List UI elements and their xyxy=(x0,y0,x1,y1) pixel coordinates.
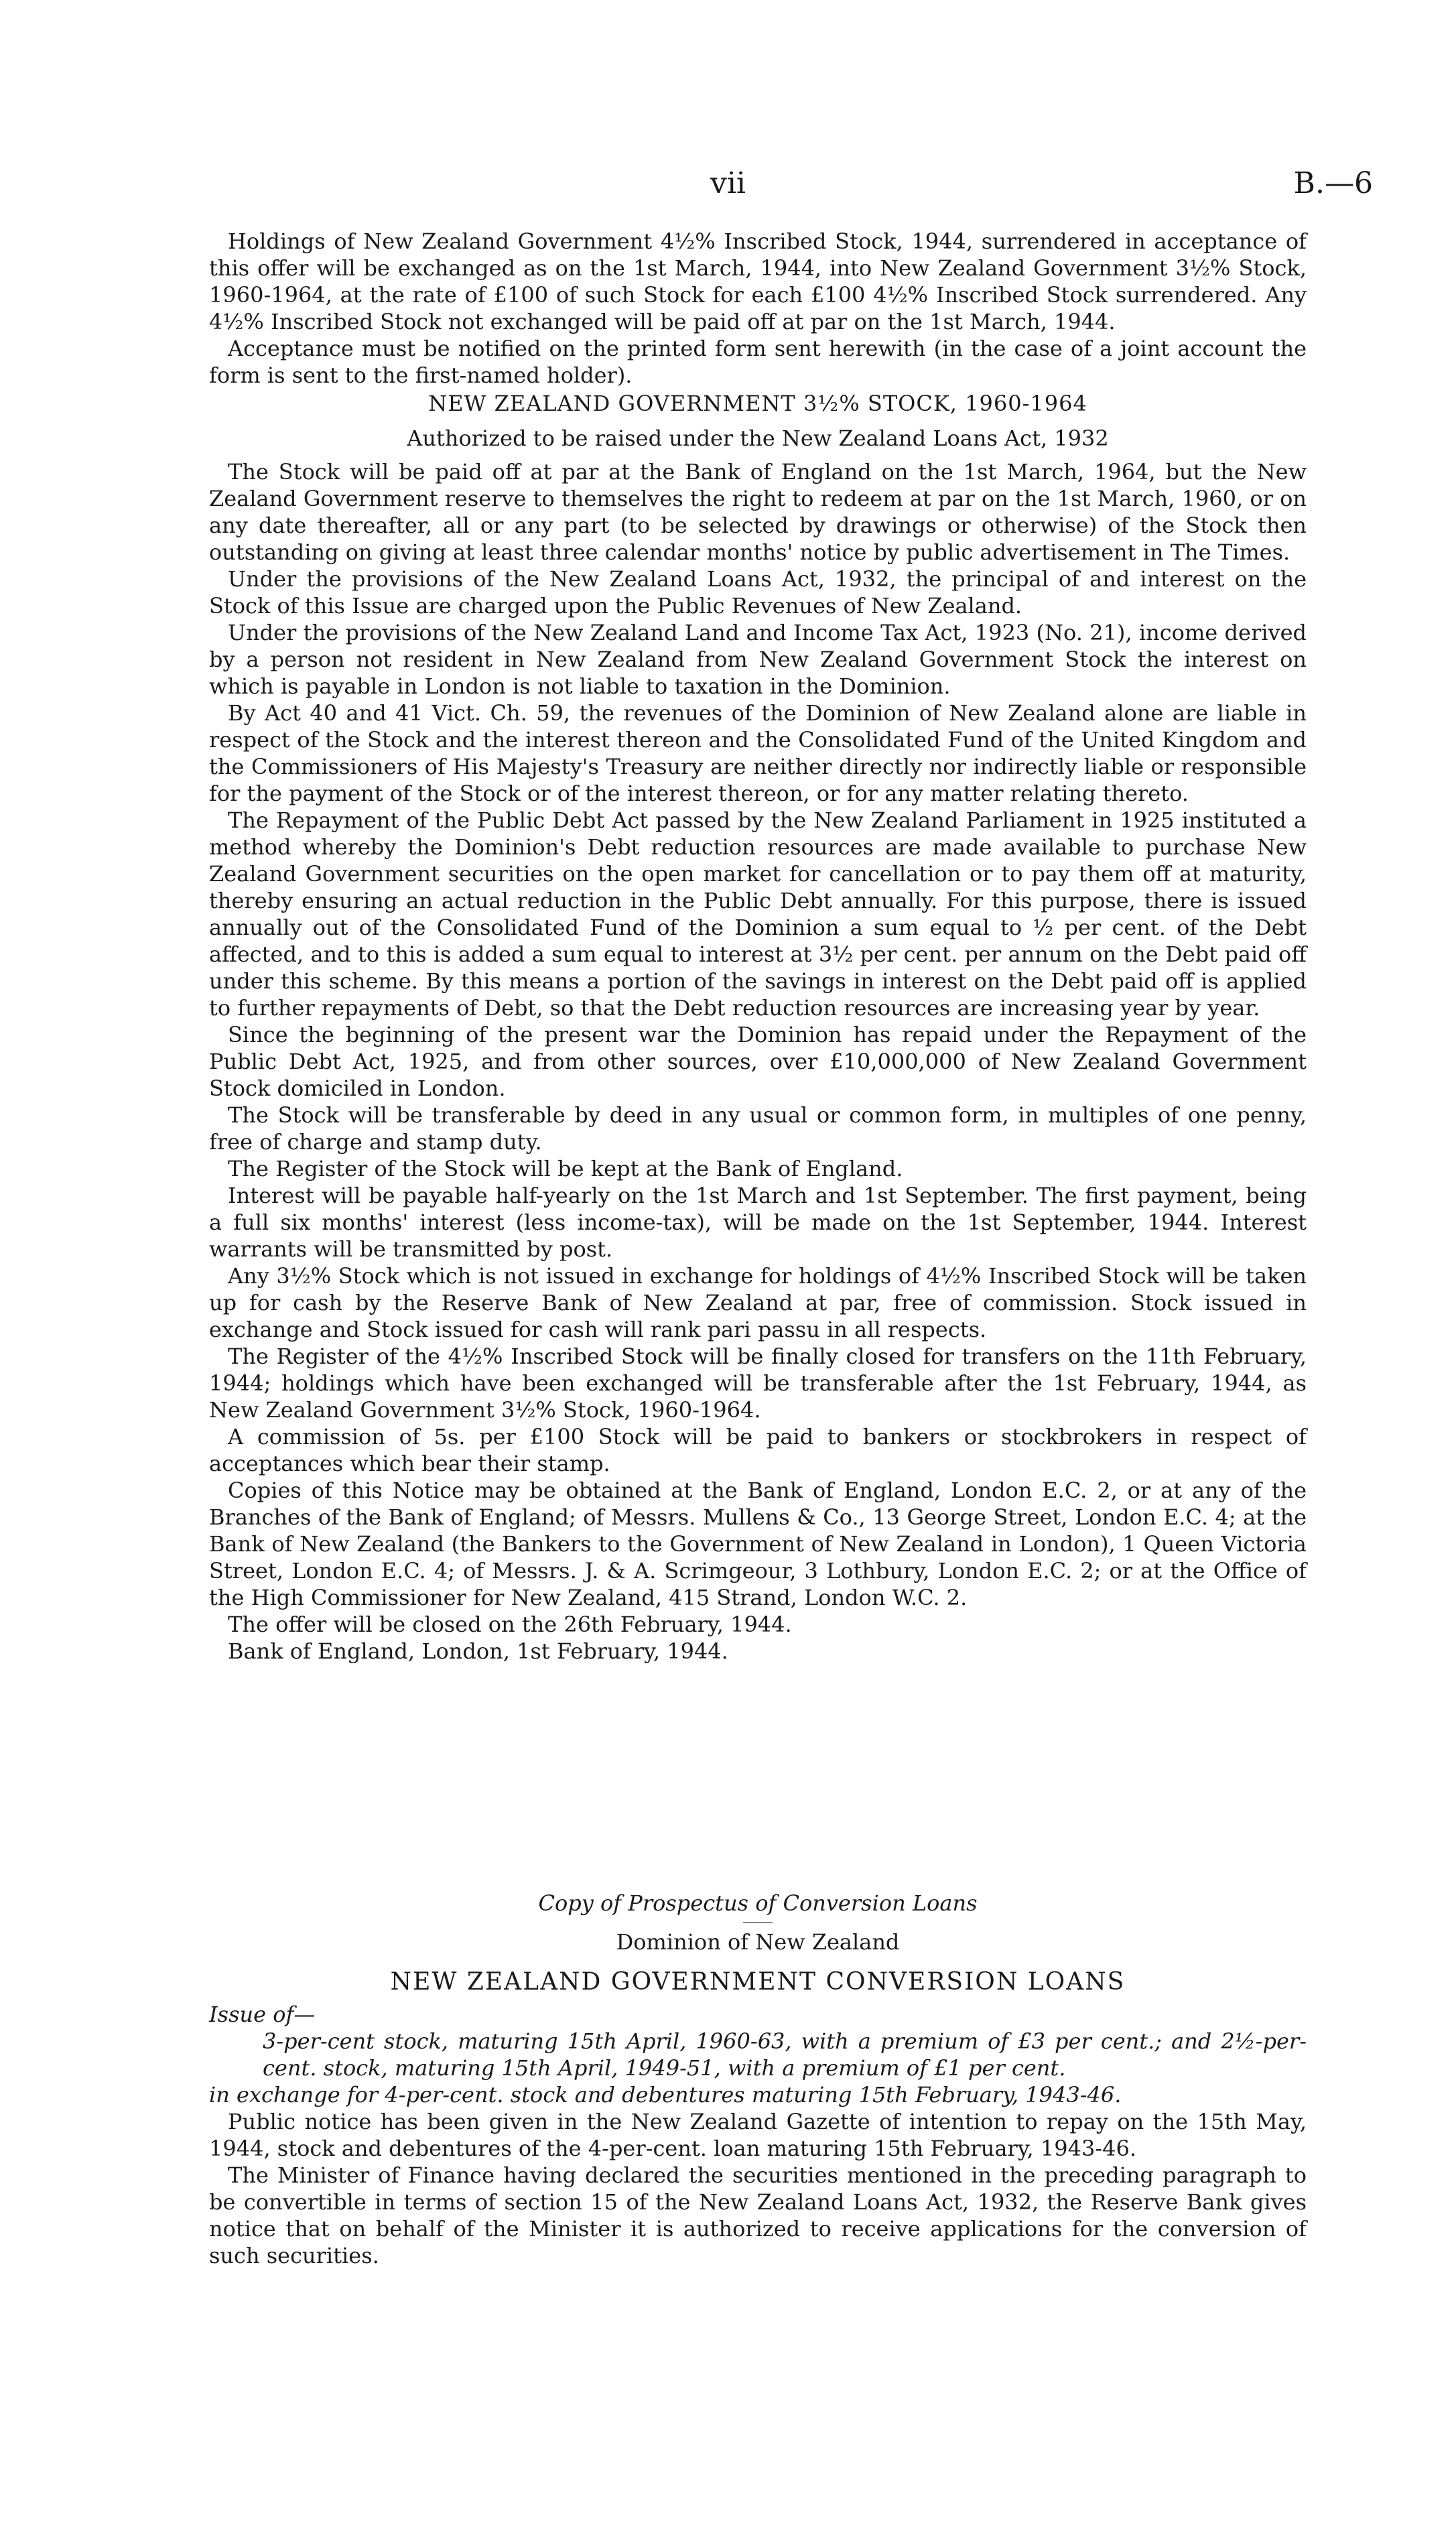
paragraph: The Register of the Stock will be kept at the Bank of England. xyxy=(228,1156,903,1181)
paragraph: Any 3½% Stock which is not issued in exchange for holdings of 4½% Inscribed Stock will be taken up for cash by the Reserve Bank of New Zealand at par, free of commission. Stock issued in exchange and Stock issued for cash will rank pari passu in all respects. xyxy=(209,1263,1307,1342)
paragraph: Public notice has been given in the New Zealand Gazette of intention to repay on the 15th May, 1944, stock and debentures of the 4-per-cent. loan maturing 15th February, 1943-46. xyxy=(209,2109,1307,2161)
stock-section xyxy=(209,390,1307,1665)
paragraph: The Stock will be paid off at par at the Bank of England on the 1st March, 1964, but the New Zealand Government reserve to themselves the right to redeem at par on the 1st March, 1960, or on any date thereafter, all or any part (to be selected by drawings or otherwise) of the Stock then outstanding on giving at least three calendar months' notice by public advertisement in The Times. xyxy=(209,459,1307,565)
paragraph: Under the provisions of the New Zealand Land and Income Tax Act, 1923 (No. 21), income derived by a person not resident in New Zealand from New Zealand Government Stock the interest on which is payable in London is not liable to taxation in the Dominion. xyxy=(209,620,1307,699)
prospectus-subtitle: Dominion of New Zealand xyxy=(616,1929,900,1955)
paragraph: Acceptance must be notified on the printed form sent herewith (in the case of a joint account the form is sent to the first-named holder). xyxy=(209,336,1307,388)
section-subtitle: Authorized to be raised under the New Zealand Loans Act, 1932 xyxy=(407,426,1109,451)
section-title: NEW ZEALAND GOVERNMENT 3½% STOCK, 1960-1964 xyxy=(428,391,1087,416)
prospectus-section xyxy=(209,1890,1307,2269)
paragraph: The Minister of Finance having declared the securities mentioned in the preceding paragraph to be convertible in terms of section 15 of the New Zealand Loans Act, 1932, the Reserve Bank gives notice that on behalf of the Minister it is authorized to receive applications for the conversion of such securities. xyxy=(209,2162,1307,2268)
signature-line: Bank of England, London, 1st February, 1944. xyxy=(228,1638,728,1664)
paragraph: Since the beginning of the present war the Dominion has repaid under the Repayment of the Public Debt Act, 1925, and from other sources, over £10,000,000 of New Zealand Government Stock domiciled in London. xyxy=(209,1022,1307,1101)
paragraph: The offer will be closed on the 26th February, 1944. xyxy=(228,1612,792,1637)
paragraph: The Register of the 4½% Inscribed Stock will be finally closed for transfers on the 11th February, 1944; holdings which have been exchanged will be transferable after the 1st February, 1944, as New Zealand Government 3½% Stock, 1960-1964. xyxy=(209,1344,1307,1423)
intro-section xyxy=(209,228,1307,389)
paragraph: Holdings of New Zealand Government 4½% Inscribed Stock, 1944, surrendered in acceptance of this offer will be exchanged as on the 1st March, 1944, into New Zealand Government 3½% Stock, 1960-1964, at the rate of £100 of such Stock for each £100 4½% Inscribed Stock surrendered. Any 4½% Inscribed Stock not exchanged will be paid off at par on the 1st March, 1944. xyxy=(209,229,1307,334)
prospectus-heading: NEW ZEALAND GOVERNMENT CONVERSION LOANS xyxy=(390,1968,1126,1996)
issue-items: 3-per-cent stock, maturing 15th April, 1960-63, with a premium of £3 per cent.; and 2½-per-cent. stock, maturing 15th April, 1949-51, with a premium of £1 per cent. xyxy=(263,2028,1307,2081)
paragraph: Interest will be payable half-yearly on the 1st March and 1st September. The first payment, being a full six months' interest (less income-tax), will be made on the 1st September, 1944. Interest warrants will be transmitted by post. xyxy=(209,1183,1307,1262)
paragraph: Copies of this Notice may be obtained at the Bank of England, London E.C. 2, or at any of the Branches of the Bank of England; of Messrs. Mullens & Co., 13 George Street, London E.C. 4; at the Bank of New Zealand (the Bankers to the Government of New Zealand in London), 1 Queen Victoria Street, London E.C. 4; of Messrs. J. & A. Scrimgeour, 3 Lothbury, London E.C. 2; or at the Office of the High Commissioner for New Zealand, 415 Strand, London W.C. 2. xyxy=(209,1478,1307,1610)
paragraph: The Repayment of the Public Debt Act passed by the New Zealand Parliament in 1925 instituted a method whereby the Dominion's Debt reduction resources are made available to purchase New Zealand Government securities on the open market for cancellation or to pay them off at maturity, thereby ensuring an actual reduction in the Public Debt annually. For this purpose, there is issued annually out of the Consolidated Fund of the Dominion a sum equal to ½ per cent. of the Debt affected, and to this is added a sum equal to interest at 3½ per cent. per annum on the Debt paid off under this scheme. By this means a portion of the savings in interest on the Debt paid off is applied to further repayments of Debt, so that the Debt reduction resources are increasing year by year. xyxy=(209,807,1307,1021)
paragraph: The Stock will be transferable by deed in any usual or common form, in multiples of one penny, free of charge and stamp duty. xyxy=(209,1102,1307,1155)
paragraph: Under the provisions of the New Zealand Loans Act, 1932, the principal of and interest on the Stock of this Issue are charged upon the Public Revenues of New Zealand. xyxy=(209,566,1307,619)
issue-exchange: in exchange for 4-per-cent. stock and debentures maturing 15th February, 1943-46. xyxy=(209,2082,1122,2108)
document-reference: B.—6 xyxy=(1293,166,1373,200)
prospectus-title: Copy of Prospectus of Conversion Loans xyxy=(538,1890,978,1916)
divider xyxy=(743,1922,773,1923)
paragraph: A commission of 5s. per £100 Stock will be paid to bankers or stockbrokers in respect of acceptances which bear their stamp. xyxy=(209,1424,1307,1476)
issue-label: Issue of— xyxy=(209,2002,316,2027)
page-number: vii xyxy=(710,166,746,200)
paragraph: By Act 40 and 41 Vict. Ch. 59, the revenues of the Dominion of New Zealand alone are liable in respect of the Stock and the interest thereon and the Consolidated Fund of the United Kingdom and the Commissioners of His Majesty's Treasury are neither directly nor indirectly liable or responsible for the payment of the Stock or of the interest thereon, or for any matter relating thereto. xyxy=(209,700,1307,806)
